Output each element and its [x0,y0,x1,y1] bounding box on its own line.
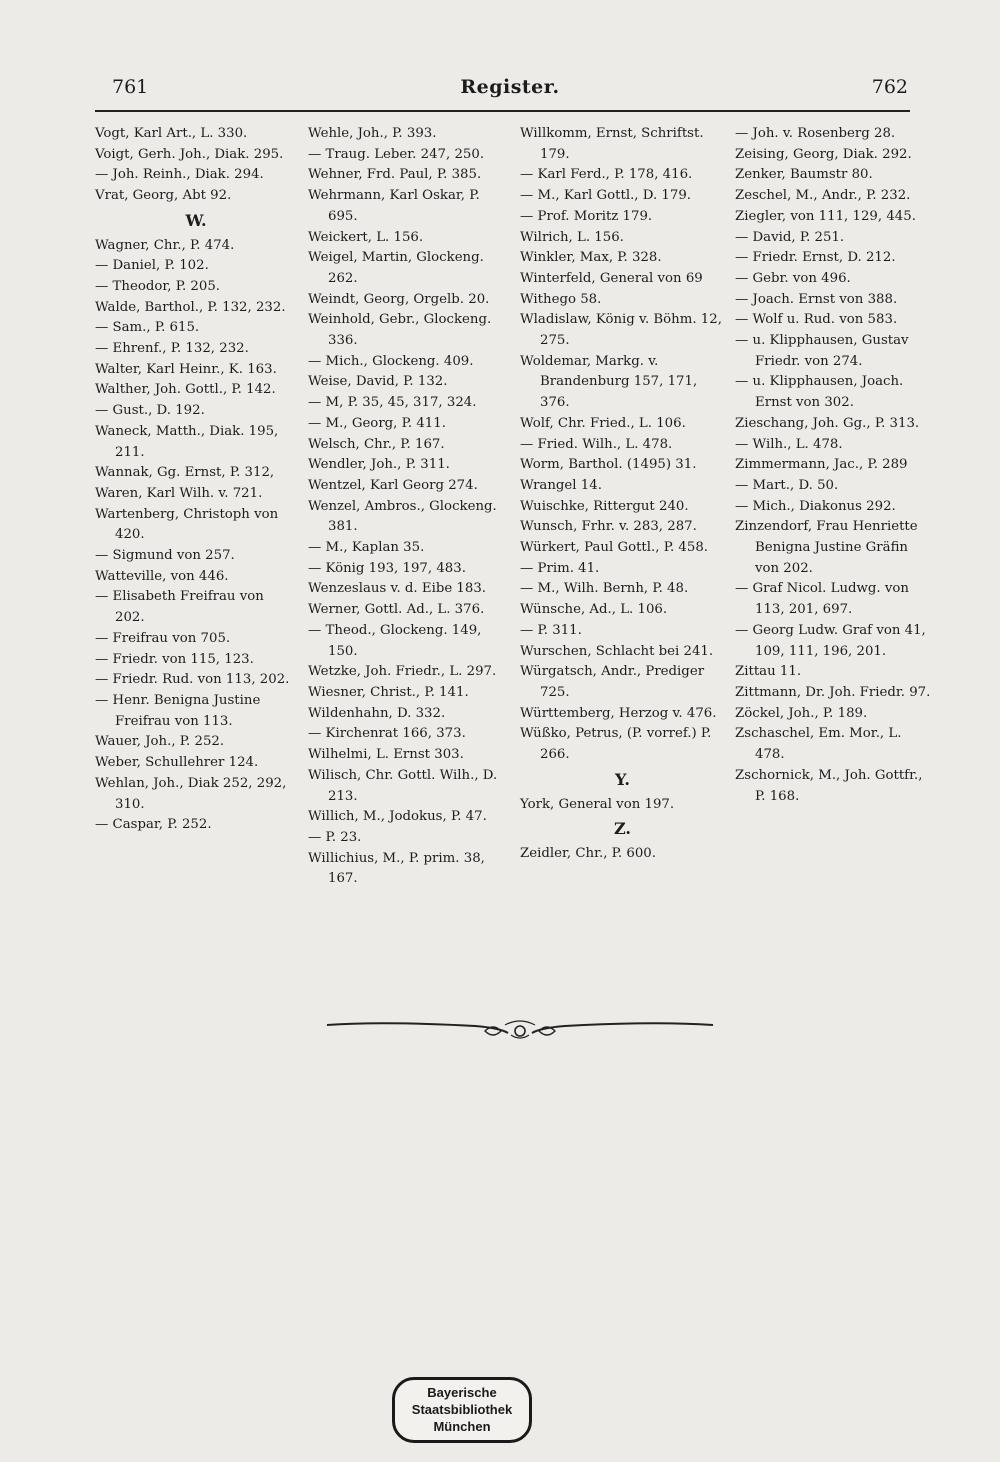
letter-heading: Z. [614,819,631,839]
letter-heading: W. [185,210,207,230]
index-entry: — Henr. Benigna Justine Freifrau von 113. [95,692,261,729]
index-entry: — M., Wilh. Bernh, P. 48. [520,581,689,597]
index-entry: Weickert, L. 156. [308,229,424,245]
index-entry: York, General von 197. [520,796,675,812]
index-entry: Weindt, Georg, Orgelb. 20. [308,291,490,307]
index-entry: Zenker, Baumstr 80. [735,167,873,183]
index-column-1 [95,124,297,836]
stamp-line-1: Bayerische [427,1385,497,1400]
index-entry: Wetzke, Joh. Friedr., L. 297. [308,664,497,680]
index-entry: Wilisch, Chr. Gottl. Wilh., D. 213. [308,767,498,804]
index-entry: Weinhold, Gebr., Glockeng. 336. [308,312,492,349]
index-entry: — Kirchenrat 166, 373. [308,726,466,742]
index-entry: Winterfeld, General von 69 [520,270,703,286]
index-entry: — Daniel, P. 102. [95,258,209,274]
index-entry: Zinzendorf, Frau Henriette Benigna Justine Gräfin von 202. [735,519,918,576]
index-entry: — Friedr. von 115, 123. [95,651,254,667]
index-entry: — Ehrenf., P. 132, 232. [95,341,249,357]
index-entry: Walde, Barthol., P. 132, 232. [95,299,286,315]
index-entry: — Prof. Moritz 179. [520,208,653,224]
index-entry: Wünsche, Ad., L. 106. [520,602,668,618]
index-entry: — Gust., D. 192. [95,403,205,419]
index-entry: — u. Klipphausen, Gustav Friedr. von 274. [735,333,909,369]
index-entry: Weber, Schullehrer 124. [95,755,259,771]
index-entry: — M., Kaplan 35. [308,540,425,556]
index-entry: Withego 58. [520,291,602,307]
index-entry: Weise, David, P. 132. [308,374,448,390]
index-entry: Wehrmann, Karl Oskar, P. 695. [308,188,480,224]
index-entry: Zeising, Georg, Diak. 292. [735,146,912,162]
index-entry: Wentzel, Karl Georg 274. [308,477,478,493]
index-entry: Willichius, M., P. prim. 38, 167. [308,850,485,887]
index-entry: — Graf Nicol. Ludwg. von 113, 201, 697. [735,581,909,618]
index-entry: Vrat, Georg, Abt 92. [95,188,232,204]
index-entry: — David, P. 251. [735,229,845,245]
stamp-line-3: München [433,1419,491,1434]
index-entry: — Mich., Glockeng. 409. [308,353,474,369]
index-entry: — Joach. Ernst von 388. [735,291,898,307]
index-entry: — Wilh., L. 478. [735,436,843,452]
index-entry: Wannak, Gg. Ernst, P. 312, [95,465,275,481]
index-entry: Welsch, Chr., P. 167. [308,436,445,452]
index-entry: — Sam., P. 615. [95,320,200,336]
index-entry: Wehner, Frd. Paul, P. 385. [308,167,482,183]
index-entry: Zeschel, M., Andr., P. 232. [735,188,911,204]
index-entry: — Mich., Diakonus 292. [735,498,896,514]
index-entry: Zschaschel, Em. Mor., L. 478. [735,726,902,763]
index-entry: Vogt, Karl Art., L. 330. [95,126,248,141]
index-entry: — Friedr. Ernst, D. 212. [735,250,896,266]
index-entry: Württemberg, Herzog v. 476. [520,705,717,721]
index-column-2 [308,124,508,890]
index-entry: Willich, M., Jodokus, P. 47. [308,809,487,825]
page-number-left: 761 [112,76,149,98]
index-entry: — Georg Ludw. Graf von 41, 109, 111, 196, 201. [735,622,926,659]
index-entry: Wehlan, Joh., Diak 252, 292, 310. [95,775,287,812]
index-entry: Wauer, Joh., P. 252. [95,734,225,750]
stamp-line-2: Staatsbibliothek [411,1402,513,1417]
index-column-3 [520,124,725,865]
index-entry: — Gebr. von 496. [735,270,851,286]
ornament-divider [325,1017,715,1041]
index-entry: — Friedr. Rud. von 113, 202. [95,672,290,688]
index-entry: Wartenberg, Christoph von 420. [95,506,279,543]
index-entry: — P. 311. [520,622,582,638]
index-entry: Wendler, Joh., P. 311. [308,457,450,473]
index-entry: Waren, Karl Wilh. v. 721. [95,485,263,501]
index-entry: Wagner, Chr., P. 474. [95,237,235,253]
index-entry: Wenzel, Ambros., Glockeng. 381. [308,498,497,535]
index-entry: Wurschen, Schlacht bei 241. [520,643,714,659]
index-entry: Wiesner, Christ., P. 141. [308,684,469,700]
index-entry: — Freifrau von 705. [95,630,231,646]
index-entry: Voigt, Gerh. Joh., Diak. 295. [95,146,284,162]
index-entry: Werner, Gottl. Ad., L. 376. [308,602,485,618]
index-entry: Watteville, von 446. [95,568,229,584]
index-column-4 [735,124,935,807]
index-entry: Zittmann, Dr. Joh. Friedr. 97. [735,684,931,700]
header-rule [95,110,910,112]
index-entry: Wladislaw, König v. Böhm. 12, 275. [520,312,722,349]
index-entry: — Joh. v. Rosenberg 28. [735,126,896,141]
index-entry: — u. Klipphausen, Joach. Ernst von 302. [735,374,904,411]
index-entry: — Theod., Glockeng. 149, 150. [308,622,482,659]
index-entry: Würkert, Paul Gottl., P. 458. [520,540,709,556]
index-entry: — P. 23. [308,829,362,845]
index-entry: Willkomm, Ernst, Schriftst. 179. [520,126,704,162]
index-entry: Wuischke, Rittergut 240. [520,498,689,514]
index-entry: Zimmermann, Jac., P. 289 [735,457,908,473]
index-entry: Winkler, Max, P. 328. [520,250,662,266]
index-entry: — Wolf u. Rud. von 583. [735,312,898,328]
index-entry: — Theodor, P. 205. [95,278,221,294]
index-entry: — M., Karl Gottl., D. 179. [520,188,692,204]
index-entry: — König 193, 197, 483. [308,560,466,576]
index-entry: Walther, Joh. Gottl., P. 142. [95,382,276,398]
index-entry: Worm, Barthol. (1495) 31. [520,457,697,473]
index-entry: Wilhelmi, L. Ernst 303. [308,747,464,763]
index-entry: — Fried. Wilh., L. 478. [520,436,673,452]
index-entry: — Elisabeth Freifrau von 202. [95,589,264,626]
index-entry: Wunsch, Frhr. v. 283, 287. [520,519,697,535]
index-entry: Woldemar, Markg. v. Brandenburg 157, 171, 376. [520,353,698,411]
index-entry: Walter, Karl Heinr., K. 163. [95,361,277,377]
letter-heading: Y. [615,769,630,789]
index-entry: Wenzeslaus v. d. Eibe 183. [308,581,487,597]
index-entry: Wolf, Chr. Fried., L. 106. [520,415,686,431]
library-stamp [392,1377,532,1443]
running-title: Register. [460,76,560,98]
index-entry: Weigel, Martin, Glockeng. 262. [308,250,484,286]
index-entry: Waneck, Matth., Diak. 195, 211. [95,423,279,460]
index-entry: — M, P. 35, 45, 317, 324. [308,395,477,411]
index-entry: Wildenhahn, D. 332. [308,705,446,721]
index-entry: — Traug. Leber. 247, 250. [308,146,485,162]
index-entry: — Caspar, P. 252. [95,817,212,833]
page-number-right: 762 [871,76,908,98]
index-entry: Ziegler, von 111, 129, 445. [735,208,916,224]
page-header [112,76,908,106]
index-entry: — Joh. Reinh., Diak. 294. [95,167,264,183]
index-entry: Wrangel 14. [520,477,602,493]
index-entry: Wehle, Joh., P. 393. [308,126,437,141]
index-entry: Wüßko, Petrus, (P. vorref.) P. 266. [520,726,712,763]
index-entry: Zieschang, Joh. Gg., P. 313. [735,415,920,431]
index-entry: Wilrich, L. 156. [520,229,624,245]
index-entry: — Prim. 41. [520,560,600,576]
index-entry: Zschornick, M., Joh. Gottfr., P. 168. [735,767,923,804]
index-entry: — Karl Ferd., P. 178, 416. [520,167,693,183]
index-entry: Würgatsch, Andr., Prediger 725. [520,664,705,700]
index-entry: Zittau 11. [735,664,802,680]
index-entry: — Sigmund von 257. [95,548,235,564]
index-entry: Zeidler, Chr., P. 600. [520,845,656,861]
index-entry: Zöckel, Joh., P. 189. [735,705,868,721]
index-entry: — M., Georg, P. 411. [308,415,446,431]
index-entry: — Mart., D. 50. [735,477,839,493]
